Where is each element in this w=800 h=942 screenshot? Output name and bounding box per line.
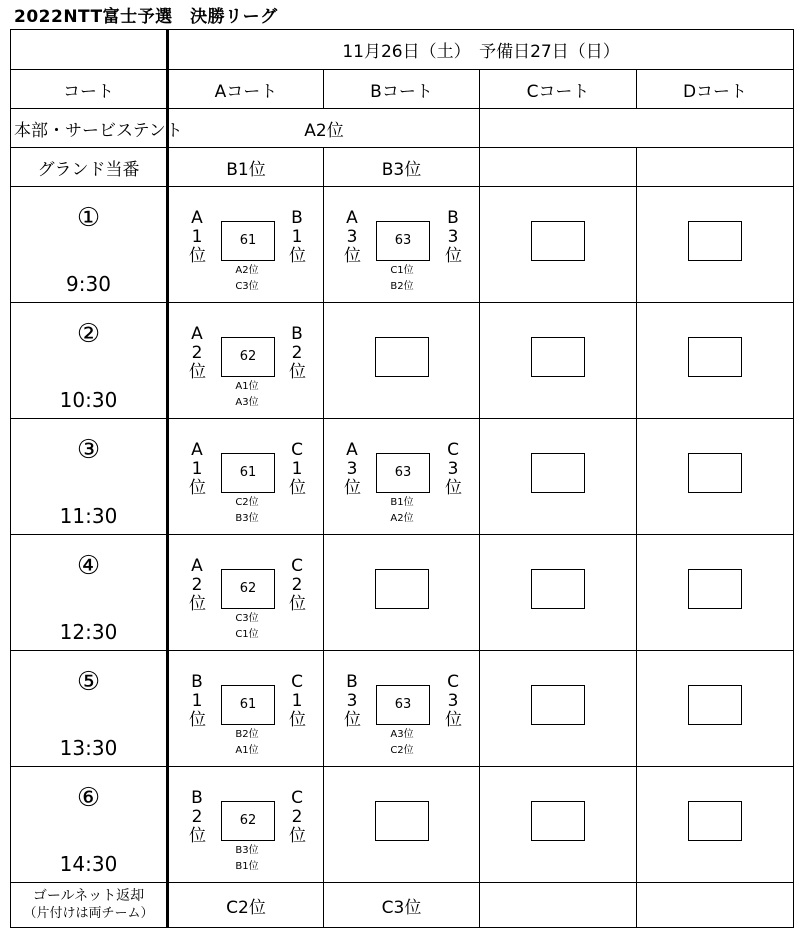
- court-c-slot: [480, 303, 637, 419]
- slot-label: [11, 303, 168, 419]
- court-a-slot: [168, 535, 324, 651]
- team-left: [344, 673, 360, 730]
- match-cell: [324, 651, 479, 766]
- game-number-box: 63: [376, 453, 430, 493]
- slot-row: [11, 303, 794, 419]
- slot-label: [11, 767, 168, 883]
- team-left-char: 2: [191, 807, 203, 827]
- schedule-table: [10, 29, 794, 928]
- match-cell: [324, 767, 479, 882]
- team-left-char: B: [191, 672, 203, 692]
- referee: A3位: [390, 729, 414, 740]
- team-left-char: 位: [344, 710, 361, 730]
- referee: C3位: [235, 613, 259, 624]
- court-c-slot: [480, 767, 637, 883]
- slot-row: [11, 419, 794, 535]
- match-cell: [169, 187, 323, 302]
- court-a-slot: [168, 419, 324, 535]
- court-c-slot: [480, 419, 637, 535]
- team-left-char: A: [191, 324, 203, 344]
- date-row: [11, 30, 794, 70]
- ground-label: グランド当番: [11, 148, 168, 187]
- referee: C1位: [235, 629, 259, 640]
- team-right: [289, 209, 305, 266]
- referee-list: [364, 495, 440, 527]
- hq-row: [11, 109, 794, 148]
- document-title: 2022NTT富士予選 決勝リーグ: [14, 7, 278, 27]
- game-number-box: 63: [376, 685, 430, 725]
- slot-label: [11, 187, 168, 303]
- team-left-char: 1: [191, 227, 203, 247]
- team-right-char: 1: [291, 459, 303, 479]
- team-left-char: A: [346, 440, 358, 460]
- ground-c: [480, 148, 637, 187]
- slot-number: ①: [76, 203, 101, 233]
- team-right-char: 位: [289, 246, 306, 266]
- net-row: [11, 883, 794, 928]
- slot-number: ②: [76, 319, 101, 349]
- empty-game-box: [375, 801, 429, 841]
- referee: A3位: [235, 397, 259, 408]
- game-number-box: 61: [221, 685, 275, 725]
- referee: B1位: [235, 861, 259, 872]
- team-left-char: 位: [189, 362, 206, 382]
- empty-game-box: [375, 337, 429, 377]
- slot-time: 12:30: [59, 620, 118, 644]
- court-c-header: Cコート: [480, 70, 637, 109]
- team-left-char: A: [191, 556, 203, 576]
- match-cell: [637, 651, 793, 766]
- ground-a: B1位: [168, 148, 324, 187]
- match-cell: [169, 767, 323, 882]
- team-right-char: 位: [445, 246, 462, 266]
- referee-list: [209, 611, 285, 643]
- match-cell: [480, 419, 636, 534]
- team-left: [344, 209, 360, 266]
- slot-number: ⑤: [76, 667, 101, 697]
- team-left-char: 2: [191, 343, 203, 363]
- match-cell: [637, 419, 793, 534]
- team-right-char: 2: [291, 575, 303, 595]
- team-right: [445, 209, 461, 266]
- slot-number: ③: [76, 435, 101, 465]
- game-number-box: 62: [221, 337, 275, 377]
- team-left-char: A: [191, 208, 203, 228]
- slot-time: 14:30: [59, 852, 118, 876]
- team-right: [445, 441, 461, 498]
- match-cell: [324, 419, 479, 534]
- match-cell: [169, 651, 323, 766]
- team-right-char: 3: [447, 459, 459, 479]
- team-right-char: 位: [289, 826, 306, 846]
- court-c-slot: [480, 651, 637, 767]
- team-right-char: 3: [447, 691, 459, 711]
- slot-number: ⑥: [76, 783, 101, 813]
- match-cell: [637, 187, 793, 302]
- team-right-char: 位: [289, 478, 306, 498]
- match-cell: [324, 303, 479, 418]
- referee-list: [209, 495, 285, 527]
- empty-game-box: [688, 801, 742, 841]
- match-cell: [637, 535, 793, 650]
- slot-time: 9:30: [66, 272, 111, 296]
- net-label-line1: ゴールネット返却: [32, 888, 145, 904]
- referee: B2位: [390, 281, 414, 292]
- team-left: [189, 441, 205, 498]
- team-right-char: C: [447, 672, 459, 692]
- referee-list: [209, 727, 285, 759]
- referee: B1位: [390, 497, 414, 508]
- court-b-slot: [324, 187, 480, 303]
- empty-game-box: [688, 337, 742, 377]
- team-right-char: C: [291, 440, 303, 460]
- slot-row: [11, 767, 794, 883]
- team-right: [289, 789, 305, 846]
- ground-row: [11, 148, 794, 187]
- team-right-char: 2: [291, 807, 303, 827]
- game-number-box: 62: [221, 801, 275, 841]
- hq-empty: [480, 109, 794, 148]
- match-cell: [480, 535, 636, 650]
- court-d-slot: [637, 187, 794, 303]
- court-b-slot: [324, 303, 480, 419]
- net-label-line2: （片付けは両チーム）: [23, 906, 154, 921]
- match-cell: [480, 303, 636, 418]
- court-a-header: Aコート: [168, 70, 324, 109]
- net-c: [480, 883, 637, 928]
- empty-game-box: [375, 569, 429, 609]
- team-left-char: A: [191, 440, 203, 460]
- match-cell: [169, 419, 323, 534]
- team-right-char: 1: [291, 691, 303, 711]
- match-cell: [169, 535, 323, 650]
- team-right: [289, 673, 305, 730]
- match-cell: [480, 187, 636, 302]
- team-right-char: 位: [445, 710, 462, 730]
- team-left: [189, 209, 205, 266]
- ground-d: [637, 148, 794, 187]
- team-right: [289, 325, 305, 382]
- court-d-header: Dコート: [637, 70, 794, 109]
- court-b-slot: [324, 767, 480, 883]
- team-right-char: 3: [447, 227, 459, 247]
- referee: B2位: [235, 729, 259, 740]
- team-left-char: 位: [344, 478, 361, 498]
- slot-label: [11, 535, 168, 651]
- match-cell: [480, 651, 636, 766]
- court-a-slot: [168, 303, 324, 419]
- slot-time: 13:30: [59, 736, 118, 760]
- court-row: [11, 70, 794, 109]
- court-label: コート: [11, 70, 168, 109]
- empty-game-box: [531, 453, 585, 493]
- team-right-char: 位: [445, 478, 462, 498]
- referee: A2位: [390, 513, 414, 524]
- referee-list: [209, 843, 285, 875]
- court-b-header: Bコート: [324, 70, 480, 109]
- net-d: [637, 883, 794, 928]
- court-b-slot: [324, 651, 480, 767]
- team-left-char: 1: [191, 459, 203, 479]
- court-a-slot: [168, 767, 324, 883]
- referee: C2位: [390, 745, 414, 756]
- team-right-char: B: [291, 208, 303, 228]
- empty-game-box: [531, 801, 585, 841]
- referee-list: [364, 727, 440, 759]
- team-right-char: C: [291, 788, 303, 808]
- team-right-char: C: [291, 556, 303, 576]
- referee: A2位: [235, 265, 259, 276]
- empty-game-box: [531, 337, 585, 377]
- referee: C1位: [390, 265, 414, 276]
- match-cell: [324, 187, 479, 302]
- team-left: [189, 789, 205, 846]
- slot-number: ④: [76, 551, 101, 581]
- team-left: [189, 673, 205, 730]
- court-d-slot: [637, 651, 794, 767]
- empty-game-box: [531, 221, 585, 261]
- team-right-char: 1: [291, 227, 303, 247]
- court-c-slot: [480, 535, 637, 651]
- team-right-char: B: [447, 208, 459, 228]
- game-number-box: 63: [376, 221, 430, 261]
- team-left-char: 位: [189, 594, 206, 614]
- court-c-slot: [480, 187, 637, 303]
- empty-game-box: [688, 453, 742, 493]
- team-right-char: B: [291, 324, 303, 344]
- team-left-char: B: [191, 788, 203, 808]
- hq-value: A2位: [168, 109, 480, 148]
- team-right-char: 位: [289, 362, 306, 382]
- slot-row: [11, 187, 794, 303]
- team-left-char: 3: [346, 691, 358, 711]
- match-cell: [169, 303, 323, 418]
- referee-list: [209, 263, 285, 295]
- team-left-char: 位: [344, 246, 361, 266]
- referee: B3位: [235, 845, 259, 856]
- match-cell: [324, 535, 479, 650]
- game-number-box: 61: [221, 221, 275, 261]
- empty-game-box: [531, 569, 585, 609]
- team-right: [289, 557, 305, 614]
- empty-game-box: [688, 685, 742, 725]
- team-left: [189, 557, 205, 614]
- slot-time: 10:30: [59, 388, 118, 412]
- court-a-slot: [168, 651, 324, 767]
- team-right: [289, 441, 305, 498]
- court-d-slot: [637, 419, 794, 535]
- referee: C3位: [235, 281, 259, 292]
- match-cell: [637, 767, 793, 882]
- team-left: [344, 441, 360, 498]
- slots-body: [11, 187, 794, 883]
- slot-label: [11, 651, 168, 767]
- team-right-char: 2: [291, 343, 303, 363]
- net-b: C3位: [324, 883, 480, 928]
- game-number-box: 62: [221, 569, 275, 609]
- team-left-char: 位: [189, 246, 206, 266]
- referee-list: [364, 263, 440, 295]
- team-left-char: A: [346, 208, 358, 228]
- referee: A1位: [235, 745, 259, 756]
- team-right-char: C: [291, 672, 303, 692]
- slot-label: [11, 419, 168, 535]
- empty-game-box: [688, 569, 742, 609]
- empty-game-box: [531, 685, 585, 725]
- referee-list: [209, 379, 285, 411]
- team-left-char: 3: [346, 227, 358, 247]
- team-left-char: 3: [346, 459, 358, 479]
- referee: C2位: [235, 497, 259, 508]
- date-header: 11月26日（土） 予備日27日（日）: [168, 30, 794, 70]
- referee: A1位: [235, 381, 259, 392]
- slot-time: 11:30: [59, 504, 118, 528]
- slot-row: [11, 535, 794, 651]
- team-right: [445, 673, 461, 730]
- net-a: C2位: [168, 883, 324, 928]
- court-d-slot: [637, 535, 794, 651]
- match-cell: [637, 303, 793, 418]
- court-a-slot: [168, 187, 324, 303]
- hq-label: 本部・サービステント: [11, 109, 168, 148]
- court-b-slot: [324, 535, 480, 651]
- ground-b: B3位: [324, 148, 480, 187]
- game-number-box: 61: [221, 453, 275, 493]
- court-b-slot: [324, 419, 480, 535]
- team-left-char: 位: [189, 710, 206, 730]
- net-label: [11, 883, 168, 928]
- team-right-char: 位: [289, 594, 306, 614]
- team-left-char: 位: [189, 826, 206, 846]
- team-left-char: 位: [189, 478, 206, 498]
- team-left-char: 2: [191, 575, 203, 595]
- team-left-char: 1: [191, 691, 203, 711]
- team-right-char: C: [447, 440, 459, 460]
- empty-game-box: [688, 221, 742, 261]
- corner-cell: [11, 30, 168, 70]
- team-right-char: 位: [289, 710, 306, 730]
- court-d-slot: [637, 303, 794, 419]
- team-left: [189, 325, 205, 382]
- court-d-slot: [637, 767, 794, 883]
- slot-row: [11, 651, 794, 767]
- referee: B3位: [235, 513, 259, 524]
- match-cell: [480, 767, 636, 882]
- team-left-char: B: [346, 672, 358, 692]
